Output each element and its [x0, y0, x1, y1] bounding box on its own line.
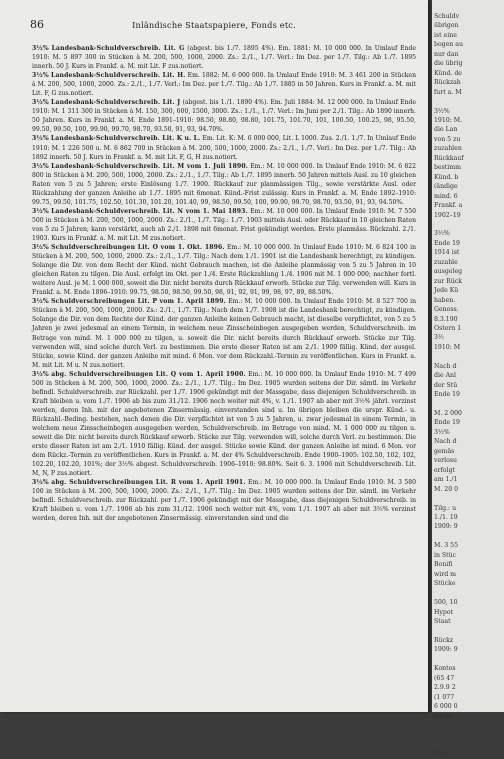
adjacent-line: 1909: 9 [434, 523, 458, 531]
adjacent-line: 2.9.9 2 [434, 684, 456, 692]
bond-entry [32, 162, 416, 207]
adjacent-line: Jede Kü [434, 287, 459, 295]
adjacent-line: Rückkauf [434, 154, 464, 162]
adjacent-line: M. 3 55 [434, 542, 459, 550]
entry-text: (abgest. bis 1./7. 1895 4%). Em. 1881: M. 10 000 000. In Umlauf Ende 1910: M. 5 897 300 in Stücken à M. 200, 500, 1000, 2000. Zs.: 2./1., 1./7. Verl.: Im Dez. per 1./7. Tilg.: Ab 1./7. 1895 innerh. 50 J. Kurs in Frankf. a. M. mit Lit. F zus.notiert. [32, 45, 417, 71]
adjacent-line: 3½% [434, 230, 450, 238]
adjacent-line [434, 220, 464, 229]
adjacent-line: in Stüc [434, 551, 457, 559]
adjacent-line [434, 721, 464, 730]
entry-heading: abg. Schuldverschreibungen Lit. R vom 1. April 1901. [51, 479, 246, 487]
entry-text: Em. 1882: M. 6 000 000. In Umlauf Ende 1910: M. 3 461 200 in Stücken à M. 200, 500, 1000, 2000. Zs.: 2./1., 1./7. Verl.: Im Dez. per 1./7. Tilg.: Ab 1./7. 1885 in 50 Jahren. Kurs in Frankf. a. M. mit Lit. F, G zus.notiert. [32, 72, 416, 98]
adjacent-line: Ende 19 [434, 391, 460, 399]
entry-rate: 3½% [32, 72, 49, 80]
adjacent-line: Tilg.: u [434, 504, 457, 512]
entry-heading: Schuldverschreibungen Lit. P vom 1. April 1899. [51, 298, 226, 306]
entry-text: Em.: M. 10 000 000. In Umlauf Ende 1910: M. 6 822 800 in Stücken à M. 200, 500, 1000, 2000. Zs.: 2./1., 1./7. Tilg.: Ab 1./7. 1895 innerh. 50 Jahren mittels Ausl. zu 10 gleichen Raten von 5 zu 5 Jahren; erste Einlösung 1./7. 1900. Rückkauf zur planmässigen Tilg., sowie verstärkte Ausl. oder Rückzahlung der ganzen Anleihe ab 1./7. 1895 mit 6monat. Künd.-Frist zulässig. Kurs in Frankf. a. M. Ende 1892–1910: 99.75, 99.50, 101.75, 102.50, 101.30, 101.20, 101.40, 99, 98.50, 99.50, 100, 99.90, 99.70, 98.70, 93.50, 91, 93, 94.50%. [32, 162, 417, 206]
adjacent-line: bogen au [434, 41, 463, 49]
adjacent-line: von 5 zu [434, 135, 461, 143]
running-head: Inländische Staatspapiere, Fonds etc. [132, 20, 296, 30]
adjacent-page [432, 0, 504, 758]
adjacent-line [434, 352, 464, 361]
adjacent-line: 1909: 9 [434, 646, 458, 654]
entry-rate: 3½% [32, 207, 49, 215]
adjacent-line: Genoss. [434, 306, 459, 314]
adjacent-line: (65 47 [434, 674, 455, 682]
entry-rate: 3½% [32, 99, 49, 107]
adjacent-line: erfolgt [434, 466, 456, 474]
adjacent-line: wird m [434, 570, 457, 578]
adjacent-line [434, 655, 464, 664]
bond-entry [32, 98, 416, 134]
adjacent-line: die Lan [434, 126, 458, 134]
entry-text: Em.: M. 10 000 000. In Umlauf Ende 1910: M. 8 527 700 in Stücken à M. 200, 500, 1000, 2000. Zs.: 2./1., 1./7. Tilg.: Nach dem 1./7. 1908 ist die Landesbank berechtigt, zu kündigen. Solange die Dir. von dem Rechte der Künd. der ganzen Anleihe keinen Gebrauch macht, ist dieselbe verpflichtet, von 5 zu 5 Jahren je zwei jedesmal an einem Termin, in welchem neue Zinsscheinbogen ausgegeben werden, Schuldverschreib. im Betrage von mind. M. 1 000 000 zu tilgen, u. soweit die Dir. nicht bereits durch Rückkauf erworb. Stücke zur Tilg. verwenden will, sind solche durch Verl. zu bestimmen. Die erste dieser Raten ist am 2./1. 1909 fällig. Künd. der ausgel. Stücke, sowie Künd. der ganzen Anleihe mit mind. 6 Mon. vor dem Rückzahl.-Termin zu veröffentlichen. Kurs in Frankf. a. M. mit Lit. M u. N zus.notiert. [32, 298, 417, 369]
adjacent-line [434, 532, 464, 541]
bond-entry [32, 207, 416, 243]
adjacent-line [434, 730, 464, 739]
adjacent-line: 8.3.190 [434, 315, 458, 323]
entry-heading: Schuldverschreibungen Lit. O vom 1. Okt. 1896. [51, 244, 225, 252]
adjacent-line [434, 97, 464, 106]
adjacent-line: Hypot [434, 608, 454, 616]
entry-heading: Landesbank-Schuldverschreib. Lit. J [51, 99, 181, 107]
adjacent-page-lines [432, 12, 464, 759]
adjacent-line: der Stü [434, 381, 458, 389]
adjacent-line: mind. 6 [434, 192, 458, 200]
adjacent-line: 3½% [434, 428, 450, 436]
adjacent-line: verlosu [434, 457, 457, 465]
adjacent-line: (1 077 [434, 693, 455, 701]
adjacent-line: 500, 10 [434, 599, 458, 607]
adjacent-line: zur Rück [434, 277, 463, 285]
entry-text: Em.: M. 10 000 000. In Umlauf Ende 1910: M. 3 580 100 in Stücken à M. 200, 500, 1000, 2000. Zs.: 2./1., 1./7. Tilg.: Im Dez. 1905 wurden seitens der Dir. sämtl. im Verkehr befindl. Schuldverschreib. zur Rückzahl. per 1./7. 1906 gekündigt mit der Massgabe, dass diejenigen Schuldverschreib. in Kraft bleiben u. vom 1./7. 1906 ab bis zum 31./12. 1906 noch weiter mit 4%, vom 1./1. 1907 ab aber mit 3½% verzinst werden, deren Inh. mit der angebotenen Zinsermässig. einverstanden sind und die [32, 479, 417, 523]
adjacent-line: 1910: M. [434, 116, 463, 124]
adjacent-line: Rückzah [434, 79, 461, 87]
adjacent-line: Rückz [434, 636, 454, 644]
entry-heading: Landesbank-Schuldverschreib. Lit. K u. L. [50, 135, 201, 143]
entry-text: (abgest. bis 1./1. 1890 4%). Em. Juli 1884: M. 12 000 000. In Umlauf Ende 1910: M. 1 311 300 in Stücken à M. 150, 300, 600, 1500, 3000. Zs.: 1./1., 1./7. Verl.: Im Juni per 2./1. Tilg.: Ab 1890 innerh. 50 Jahren. Kurs in Frankf. a. M. Ende 1891–1910: 98.50, 98.80, 98.80, 101.75, 101.70, 101, 100.50, 100.25, 98, 95.50, 99.50, 99.50, 100, 99.90, 99.70, 98.70, 93.50, 91, 93, 94.70%. [32, 99, 417, 134]
entry-text: Em. Lit. K: M. 6 000 000, Lit. L 1000. Zus. 2./1. 1./7. In Umlauf Ende 1910: M. 1 226 500 u. M. 6 862 700 in Stücken à M. 200, 500, 1000, 2000. Zs.: 2./1., 1./7. Verl.: Im Dez. per 1./7. Tilg.: Ab 1892 innerh. 50 J. Kurs in Frankf. a. M. mit Lit. F, G, H zus.notiert. [32, 135, 417, 161]
adjacent-line: 1910: M [434, 343, 461, 351]
entry-heading: Landesbank-Schuldverschreib. Lit. H. [51, 72, 186, 80]
adjacent-line: am 1./1 [434, 476, 458, 484]
bond-entry [32, 71, 416, 98]
entry-text: Em.: M. 10 000 000. In Umlauf Ende 1910: M. 7 550 500 in Stücken à M. 200, 500, 1000, 2000. Zs.: 2./1., 1./7. Tilg.: 1./7. 1903 mittels Ausl. oder Rückkauf in 10 gleichen Raten von 5 zu 5 Jahren; kann verstärkt, auch ab 2./1. 1898 mit 6monat. Frist gekündigt werden. Erste planmäss. Rückzahl. 2./1. 1903. Kurs in Frankf. a. M. mit Lit. M zus.notiert. [32, 207, 417, 242]
bond-entry [32, 134, 416, 161]
entry-heading: abg. Schuldverschreibungen Lit. Q vom 1. April 1900. [51, 370, 246, 378]
adjacent-line: gemäs [434, 447, 455, 455]
adjacent-line [434, 626, 464, 635]
adjacent-line: Kontos [434, 665, 456, 673]
entry-heading: Landesbank-Schuldverschreib. Lit. M vom 1. Juli 1890. [51, 162, 249, 170]
adjacent-line: haben. [434, 296, 456, 304]
entry-rate: 3½% [32, 479, 49, 487]
adjacent-line [434, 589, 464, 598]
adjacent-line: M. 2 000 [434, 410, 462, 418]
adjacent-line: Frankf. a [434, 202, 463, 210]
adjacent-line: 3½% [434, 107, 450, 115]
entry-rate: 3½% [32, 45, 49, 52]
bond-entry [32, 370, 416, 479]
entry-rate: 3½% [32, 298, 49, 306]
page-number: 86 [30, 18, 44, 31]
adjacent-line: zuzahle [434, 258, 458, 266]
adjacent-line [434, 740, 464, 749]
adjacent-line: zuzahlen [434, 145, 462, 153]
entry-rate: 3½% [32, 162, 49, 170]
adjacent-line: Sa. M. [434, 712, 455, 720]
adjacent-line [434, 400, 464, 409]
adjacent-line: bestimm [434, 164, 461, 172]
adjacent-line: Nach d [434, 438, 457, 446]
adjacent-line: nur dan [434, 50, 459, 58]
adjacent-line: ausgeleg [434, 268, 463, 276]
adjacent-line [434, 494, 464, 503]
adjacent-line: 1902–19 [434, 211, 461, 219]
adjacent-line: Ende 19 [434, 239, 460, 247]
adjacent-line: Nach d [434, 362, 457, 370]
adjacent-line: übrigen [434, 22, 459, 30]
adjacent-line: 1914 ist [434, 249, 460, 257]
adjacent-line: die übrig [434, 60, 463, 68]
adjacent-line: die Anl [434, 372, 457, 380]
entry-rate: 3½% [32, 370, 49, 378]
entry-text: Em.: M. 10 000 000. In Umlauf Ende 1910: M. 6 824 100 in Stücken à M. 200, 500, 1000, 2000. Zs.: 2./1., 1./7. Tilg.: Nach dem 1./1. 1901 ist die Landesbank berechtigt, zu kündigen. Solange die Dir. von dem Recht der Künd. nicht Gebrauch machen, ist die Anleihe planmässig von 5 zu 5 Jahren in 10 gleichen Raten zu tilgen. Die Ausl. erfolgt im Okt. per 1./4. Erste Rückzahlung 1./4. 1906 mit M. 1 000 000; nachher fortl. weitere Ausl. je M. 1 000 000, soweit die Dir. nicht bereits durch Rückkauf erworb. Stücke zur Tilg. verwenden will. Kurs in Frankf. a. M. Ende 1896–1910: 99.75, 98.50, 98.50, 99.50, 98, 91, 92, 91, 99, 98, 97, 89, 88.50%. [32, 244, 416, 297]
entry-heading: Landesbank-Schuldverschreib. Lit. G [51, 45, 185, 52]
entry-rate: 3½% [32, 244, 49, 252]
adjacent-line: Ostern 1 [434, 324, 462, 332]
entry-rate: 3½% [32, 135, 49, 143]
adjacent-line: Schuldv [434, 13, 460, 20]
adjacent-line: Künd. b [434, 173, 459, 181]
bond-entry [32, 297, 416, 369]
adjacent-line: (ändige [434, 183, 458, 191]
bond-entry [32, 243, 416, 297]
adjacent-line: Bonifi [434, 561, 453, 569]
entry-heading: Landesbank-Schuldverschreib. Lit. N vom 1. Mai 1893. [51, 207, 248, 215]
adjacent-line: 6 000 0 [434, 703, 458, 711]
adjacent-line: furt a. M [434, 88, 462, 96]
adjacent-line: 3½ [434, 334, 444, 342]
adjacent-line: M. 20 0 [434, 485, 459, 493]
entry-text: Em.: M. 10 000 000. In Umlauf Ende 1910: M. 7 499 500 in Stücken à M. 200, 500, 1000, 2000. Zs.: 2./1., 1./7. Tilg.: Im Dez. 1905 wurden seitens der Dir. sämtl. im Verkehr befindl. Schuldverschreib. zur Rückzahl. per 1./7. 1906 gekündigt mit der Massgabe, dass diejenigen Schuldverschreib. in Kraft bleiben u. vom 1./7. 1906 ab bis zum 31./12. 1906 noch weiter mit 4%, v. 1./1. 1907 ab aber mit 3½% jährl. verzinst werden, deren Inh. mit der angebotenen Zinsermässig. einverstanden sind u. Im übrigen bleiben die urspr. Künd.- u. Rückzahl.-Beding. bestehen, nach denen die Dir. verpflichtet ist von 5 zu 5 Jahren, u. zwar jedesmal in einem Termin, in welchem neue Zinsscheinbogen ausgegeben werden, Schuldverschreib. im Betrage von mind. M. 1 000 000 zu tilgen u. soweit die Dir. nicht bereits durch Rückkauf erworb. Stücke zur Tilg. verwenden will, solche durch Verl. zu bestimmen. Die erste dieser Raten ist am 2./1. 1910 fällig. Künd. der ausgel. Stücke sowie Künd. der ganzen Anleihe ist mind. 6 Mon. vor dem Rückz.-Termin zu veröffentlichen. Kurs in Frankf. a. M. der 4% Schuldverschreib. Ende 1900–1905: 102.50, 102, 102, 102.20, 102.20, 101%; der 3½% abgest. Schuldverschreib. 1906–1910: 98.80%. Seit 6. 3. 1906 mit Schuldverschreib. Lit. M, N, P zus.notiert. [32, 370, 416, 478]
bond-entry [32, 44, 416, 71]
adjacent-line: Verw [434, 750, 450, 758]
adjacent-line: Ende 19 [434, 419, 460, 427]
adjacent-line: ist eine [434, 31, 457, 39]
adjacent-line: Staat [434, 618, 451, 625]
adjacent-line: 1./1. 19 [434, 514, 458, 522]
bond-entry [32, 478, 416, 523]
page-body [32, 44, 416, 523]
adjacent-line: Stücke [434, 580, 456, 588]
adjacent-line: Künd. de [434, 69, 462, 77]
